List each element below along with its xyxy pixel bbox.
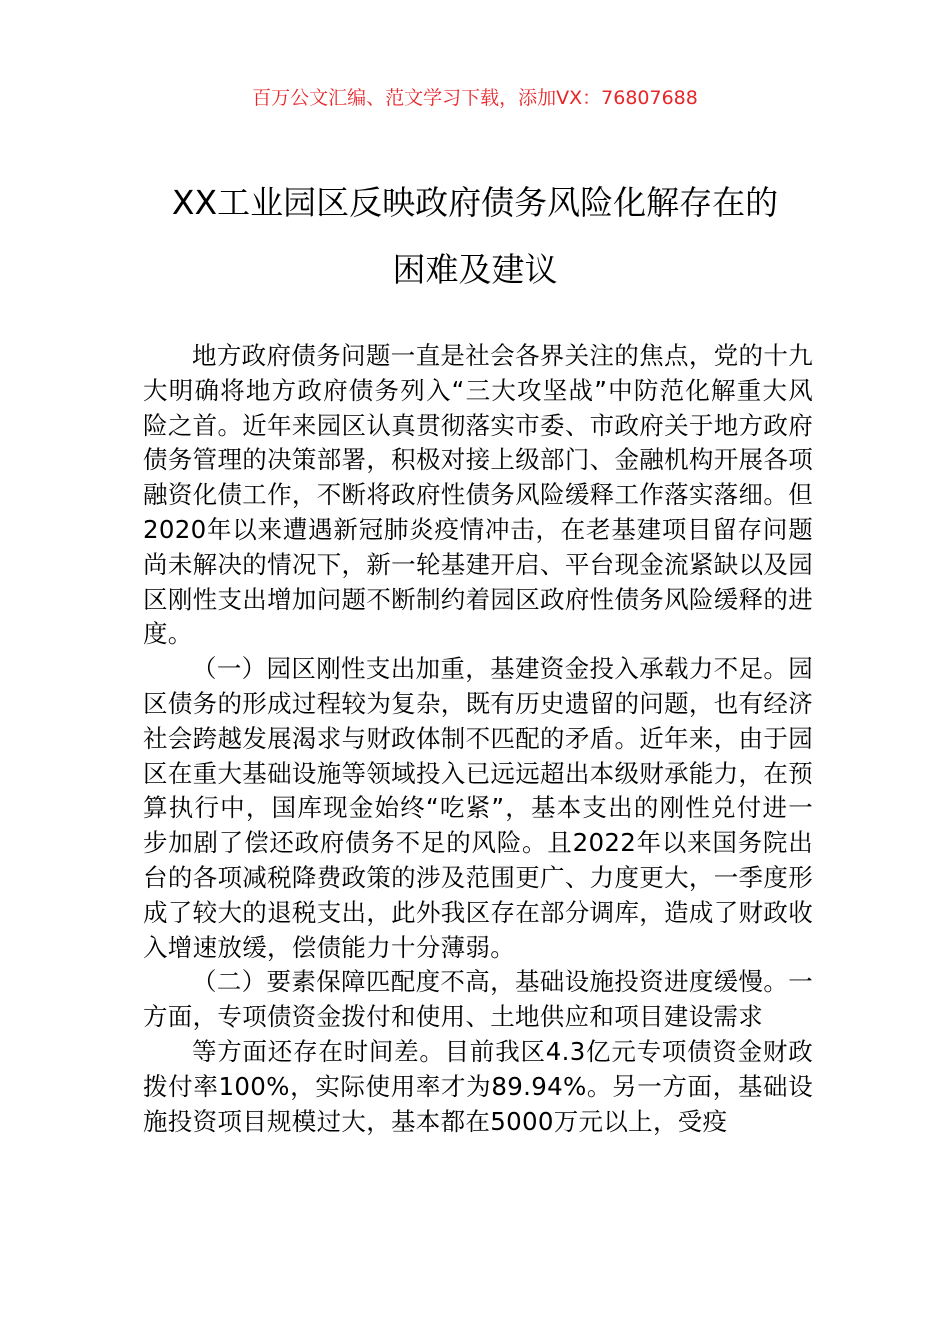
body-paragraph-intro: 地方政府债务问题一直是社会各界关注的焦点，党的十九大明确将地方政府债务列入“三大攻坚战”中防范化解重大风险之首。近年来园区认真贯彻落实市委、市政府关于地方政府债务管理的决策部署，积极对接上级部门、金融机构开展各项融资化债工作，不断将政府性债务风险缓释工作落实落细。但2020年以来遭遇新冠肺炎疫情冲击，在老基建项目留存问题尚未解决的情况下，新一轮基建开启、平台现金流紧缺以及园区刚性支出增加问题不断制约着园区政府性债务风险缓释的进度。	[143, 341, 813, 649]
body-paragraph-section-2: （二）要素保障匹配度不高，基础设施投资进度缓慢。一方面，专项债资金拨付和使用、土地供应和项目建设需求	[143, 967, 813, 1032]
body-paragraph-section-1: （一）园区刚性支出加重，基建资金投入承载力不足。园区债务的形成过程较为复杂，既有历史遗留的问题，也有经济社会跨越发展渴求与财政体制不匹配的矛盾。近年来，由于园区在重大基础设施等领域投入已远远超出本级财承能力，在预算执行中，国库现金始终“吃紧”，基本支出的刚性兑付进一步加剧了偿还政府债务不足的风险。且2022年以来国务院出台的各项减税降费政策的涉及范围更广、力度更大，一季度形成了较大的退税支出，此外我区存在部分调库，造成了财政收入增速放缓，偿债能力十分薄弱。	[143, 654, 813, 962]
body-paragraph-section-2-continued: 等方面还存在时间差。目前我区4.3亿元专项债资金财政拨付率100%，实际使用率才为89.94%。另一方面，基础设施投资项目规模过大，基本都在5000万元以上，受疫	[143, 1036, 813, 1136]
document-title-line-2: 困难及建议	[392, 250, 558, 289]
document-title-line-1: XX工业园区反映政府债务风险化解存在的	[171, 183, 779, 222]
header-watermark-note: 百万公文汇编、范文学习下载，添加VX：76807688	[252, 87, 698, 109]
document-body	[143, 339, 813, 1139]
